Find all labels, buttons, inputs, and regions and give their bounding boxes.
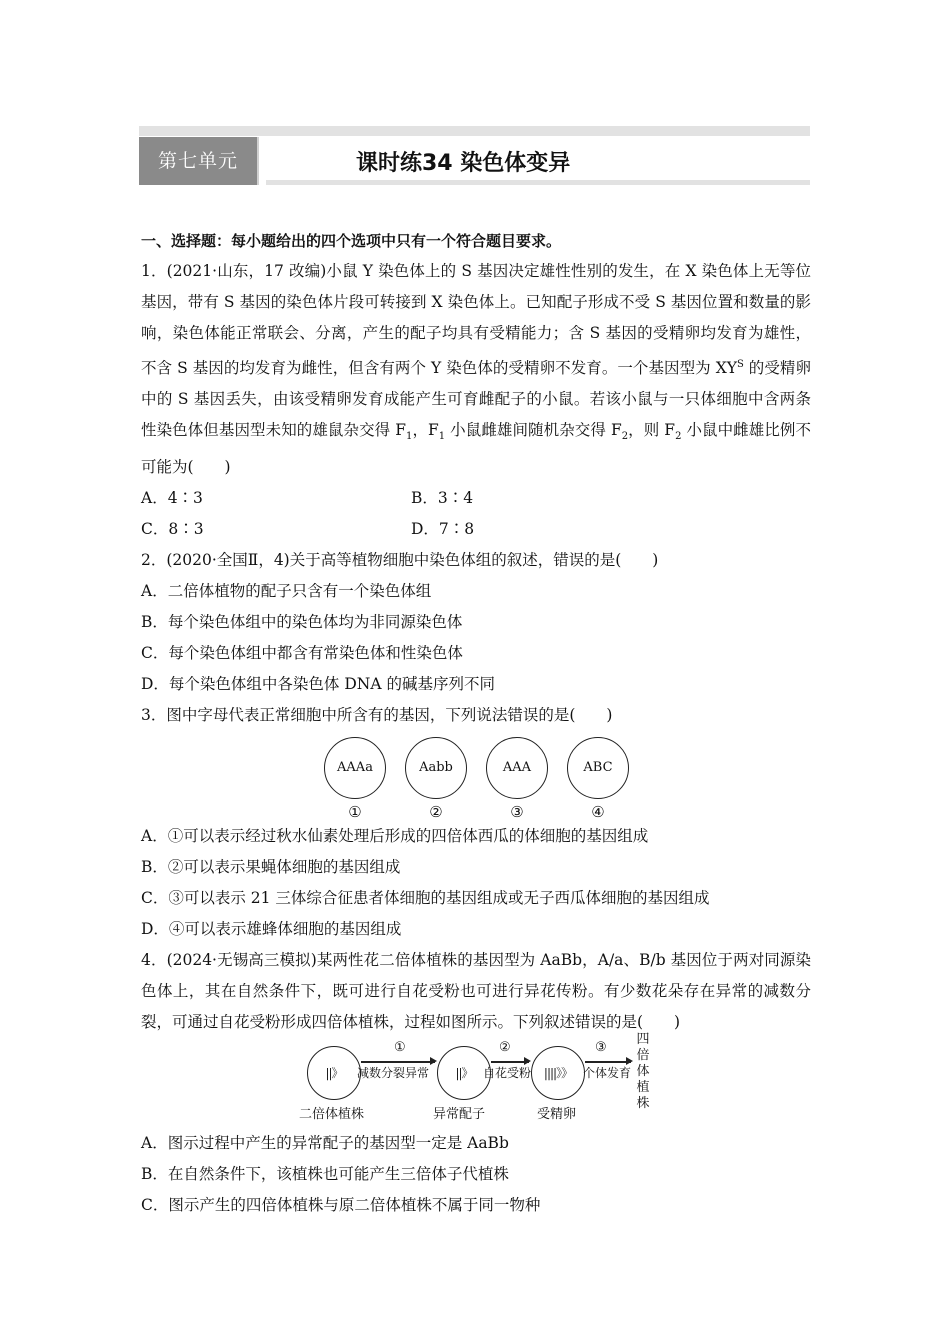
question-3-stem: 3．图中字母代表正常细胞中所含有的基因，下列说法错误的是( ): [141, 706, 613, 725]
cell-label-4: ④: [591, 803, 605, 822]
question-1-options-row-1: [141, 483, 811, 514]
question-2-option-a[interactable]: A．二倍体植物的配子只含有一个染色体组: [141, 582, 432, 601]
section-heading: 一、选择题：每小题给出的四个选项中只有一个符合题目要求。: [141, 232, 562, 250]
header-top-stripe: [139, 126, 810, 136]
step-1-text: 减数分裂异常: [357, 1066, 430, 1081]
question-1-options-row-2: [141, 514, 811, 545]
cell-label-2: ②: [429, 803, 443, 822]
stage-diploid-label: 二倍体植株: [299, 1107, 365, 1123]
step-3-text: 个体发育: [583, 1066, 632, 1081]
zygote-cell: ||||》》: [531, 1046, 585, 1100]
question-2-stem: 2．(2020·全国Ⅱ，4)关于高等植物细胞中染色体组的叙述，错误的是( ): [141, 551, 659, 570]
cell-circle-2: Aabb: [405, 737, 467, 799]
tetraploid-process-diagram: [141, 1032, 811, 1123]
cell-circle-4: ABC: [567, 737, 629, 799]
question-3-option-a[interactable]: A．①可以表示经过秋水仙素处理后形成的四倍体西瓜的体细胞的基因组成: [141, 827, 649, 846]
question-4-option-c[interactable]: C．图示产生的四倍体植株与原二倍体植株不属于同一物种: [141, 1196, 541, 1215]
abnormal-gamete-cell: ||》: [437, 1046, 491, 1100]
question-2-option-c[interactable]: C．每个染色体组中都含有常染色体和性染色体: [141, 644, 463, 663]
step-1-number: ①: [394, 1040, 406, 1056]
question-4-stem: 4．(2024·无锡高三模拟)某两性花二倍体植株的基因型为 AaBb，A/a、B/b 基因位于两对同源染色体上，其在自然条件下，既可进行自花受粉也可进行异花传粉。有少数花朵存在异常的减数分裂，可通过自花受粉形成四倍体植株，过程如图所示。下列叙述错误的是( ): [141, 951, 811, 1032]
question-1-option-c[interactable]: C．8∶3: [141, 520, 204, 539]
cell-label-3: ③: [510, 803, 524, 822]
question-3-option-c[interactable]: C．③可以表示 21 三体综合征患者体细胞的基因组成或无子西瓜体细胞的基因组成: [141, 889, 710, 908]
question-1-option-b[interactable]: B．3∶4: [411, 489, 474, 508]
step-2-text: 自花受粉: [483, 1066, 532, 1081]
stage-gamete-label: 异常配子: [433, 1107, 486, 1123]
cell-label-1: ①: [348, 803, 362, 822]
question-1-stem: 1．(2021·山东，17 改编)小鼠 Y 染色体上的 S 基因决定雄性性别的发生，在 X 染色体上无等位基因，带有 S 基因的染色体片段可转接到 X 染色体上。已知配子形成不受 S 基因位置和数量的影响，染色体能正常联会、分离，产生的配子均具有受精能力；含 S 基因的受精卵均发育为雄性，不含 S 基因的均发育为雌性，但含有两个 Y 染色体的受精卵不发育。一个基因型为 $XY^S$ 的受精卵中的 S 基因丢失，由该受精卵发育成能产生可育雌配子的小鼠。若该小鼠与一只体细胞中含两条性染色体但基因型未知的雄鼠杂交得 $F_1$，$F_1$ 小鼠雌雄间随机杂交得 $F_2$，则 $F_2$ 小鼠中雌雄比例不可能为( ): [141, 262, 811, 477]
stage-tetraploid-label: 四 倍 体 植 株: [636, 1032, 650, 1112]
diploid-cell: ||》: [307, 1046, 361, 1100]
arrow-step-1: [361, 1061, 435, 1062]
title-divider: [257, 137, 266, 185]
question-2-option-d[interactable]: D．每个染色体组中各染色体 DNA 的碱基序列不同: [141, 675, 495, 694]
question-3-option-d[interactable]: D．④可以表示雄蜂体细胞的基因组成: [141, 920, 402, 939]
cell-gene-figure: [141, 737, 811, 822]
stage-zygote-label: 受精卵: [537, 1107, 577, 1123]
exercise-content: [141, 228, 811, 1221]
question-2-option-b[interactable]: B．每个染色体组中的染色体均为非同源染色体: [141, 613, 463, 632]
question-1-option-a[interactable]: A．4∶3: [141, 489, 203, 508]
unit-label: 第七单元: [139, 137, 257, 185]
cell-circle-3: AAA: [486, 737, 548, 799]
question-3-option-b[interactable]: B．②可以表示果蝇体细胞的基因组成: [141, 858, 401, 877]
question-4-option-a[interactable]: A．图示过程中产生的异常配子的基因型一定是 AaBb: [141, 1134, 509, 1153]
arrow-step-3: [585, 1061, 631, 1062]
step-2-number: ②: [499, 1040, 511, 1056]
question-4-option-b[interactable]: B．在自然条件下，该植株也可能产生三倍体子代植株: [141, 1165, 509, 1184]
lesson-title: 课时练34 染色体变异: [356, 151, 571, 176]
cell-circle-1: AAAa: [324, 737, 386, 799]
step-3-number: ③: [595, 1040, 607, 1056]
question-1-option-d[interactable]: D．7∶8: [411, 520, 475, 539]
arrow-step-2: [491, 1061, 529, 1062]
